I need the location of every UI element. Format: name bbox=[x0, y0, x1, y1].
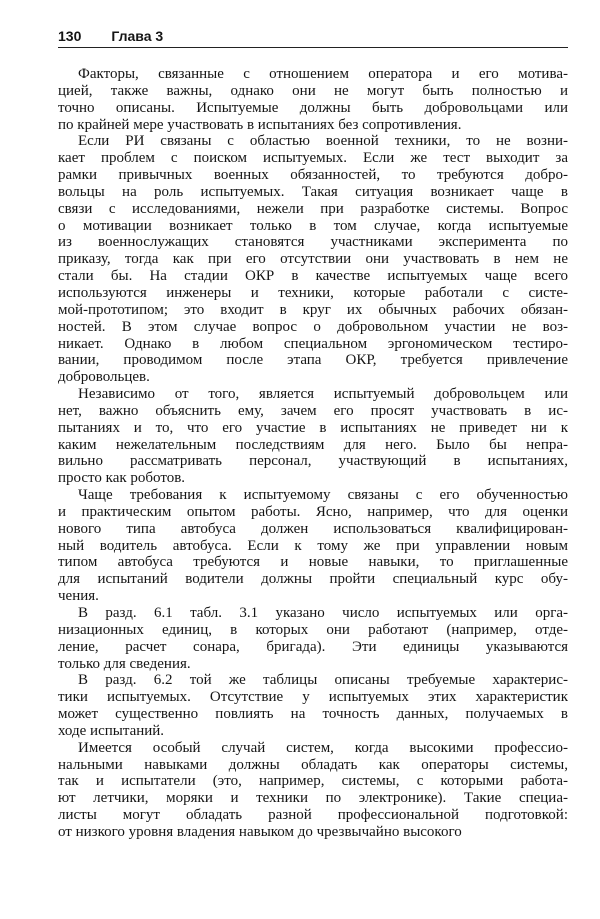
text-line: никает. Однако в любом специальном эргономическом тестиро- bbox=[58, 335, 568, 352]
paragraph bbox=[58, 386, 568, 487]
text-line: нальными навыками должны обладать как операторы системы, bbox=[58, 756, 568, 773]
text-line: точно описаны. Испытуемые должны быть добровольцами или bbox=[58, 99, 568, 116]
text-line: нового типа автобуса должен использоваться квалифицирован- bbox=[58, 520, 568, 537]
text-line: чения. bbox=[58, 588, 99, 605]
text-line: и практическим опытом работы. Ясно, например, что для оценки bbox=[58, 503, 568, 520]
paragraph bbox=[58, 66, 568, 133]
text-line: Если РИ связаны с областью военной техники, то не возни- bbox=[78, 133, 568, 150]
text-line: ный водитель автобуса. Если к тому же при управлении новым bbox=[58, 537, 568, 554]
body-text bbox=[58, 66, 568, 841]
paragraph bbox=[58, 740, 568, 841]
text-line: пытаниях и то, что его участие в испытаниях не приведет ни к bbox=[58, 419, 568, 436]
text-line: Чаще требования к испытуемому связаны с его обученностью bbox=[78, 487, 568, 504]
text-line: вании, проводимом после этапа ОКР, требуется привлечение bbox=[58, 352, 568, 369]
text-line: по крайней мере участвовать в испытаниях без сопротивления. bbox=[58, 116, 462, 133]
text-line: ют летчики, моряки и техники по электронике). Такие специа- bbox=[58, 790, 568, 807]
text-line: из военнослужащих становятся участниками эксперимента по bbox=[58, 234, 568, 251]
text-line: В разд. 6.2 той же таблицы описаны требуемые характерис- bbox=[78, 672, 568, 689]
text-line: нет, важно объяснить ему, зачем его просят участвовать в ис- bbox=[58, 402, 568, 419]
text-line: вильно рассматривать персонал, участвующий в испытаниях, bbox=[58, 453, 568, 470]
text-line: Факторы, связанные с отношением оператора и его мотива- bbox=[78, 66, 568, 82]
text-line: ностей. В этом случае вопрос о добровольном участии не воз- bbox=[58, 318, 568, 335]
chapter-title: Глава 3 bbox=[111, 28, 164, 44]
paragraph bbox=[58, 133, 568, 386]
text-line: для испытаний водители должны пройти специальный курс обу- bbox=[58, 571, 568, 588]
text-line: рамки привычных военных обязанностей, то требуются добро- bbox=[58, 167, 568, 184]
text-line: Имеется особый случай систем, когда высокими профессио- bbox=[78, 739, 568, 756]
text-line: кает проблем с поиском испытуемых. Если же тест выходит за bbox=[58, 150, 568, 167]
text-line: приказу, тогда как при его отсутствии они участвовать в нем не bbox=[58, 251, 568, 268]
text-line: ление, расчет сонара, бригада). Эти единицы указываются bbox=[58, 638, 568, 655]
text-line: цией, также важны, однако они не могут быть полностью и bbox=[58, 82, 568, 99]
page-number: 130 bbox=[58, 28, 82, 44]
text-line: В разд. 6.1 табл. 3.1 указано число испытуемых или орга- bbox=[78, 605, 568, 621]
paragraph bbox=[58, 487, 568, 605]
paragraph bbox=[58, 605, 568, 672]
text-line: используются инженеры и техники, которые работали с систе- bbox=[58, 284, 568, 301]
text-line: низационных единиц, в которых они работают (например, отде- bbox=[58, 621, 568, 638]
text-line: листы могут обладать разной профессиональной подготовкой: bbox=[58, 807, 568, 824]
running-header bbox=[58, 28, 568, 48]
text-line: Независимо от того, является испытуемый добровольцем или bbox=[78, 386, 568, 403]
text-line: только для сведения. bbox=[58, 655, 191, 672]
paragraph bbox=[58, 672, 568, 739]
text-line: связи с исследованиями, нежели при разработке системы. Вопрос bbox=[58, 200, 568, 217]
text-line: типом автобуса требуются и новые навыки, то приглашенные bbox=[58, 554, 568, 571]
text-line: о мотивации возникает только в том случае, когда испытуемые bbox=[58, 217, 568, 234]
text-line: просто как роботов. bbox=[58, 470, 186, 487]
text-line: добровольцев. bbox=[58, 369, 150, 386]
text-line: каким нежелательным последствиям для него. Было бы непра- bbox=[58, 436, 568, 453]
text-line: так и испытатели (это, например, системы, с которыми работа- bbox=[58, 773, 568, 790]
text-line: от низкого уровня владения навыком до чрезвычайно высокого bbox=[58, 823, 462, 840]
text-line: тики испытуемых. Отсутствие у испытуемых этих характеристик bbox=[58, 689, 568, 706]
text-line: может существенно повлиять на точность данных, получаемых в bbox=[58, 706, 568, 723]
book-page bbox=[58, 28, 568, 841]
text-line: ходе испытаний. bbox=[58, 722, 165, 739]
text-line: стали бы. На стадии ОКР в качестве испытуемых чаще всего bbox=[58, 268, 568, 285]
text-line: мой-прототипом; это входит в круг их обычных рабочих обязан- bbox=[58, 301, 568, 318]
text-line: вольцы на роль испытуемых. Такая ситуация возникает чаще в bbox=[58, 183, 568, 200]
